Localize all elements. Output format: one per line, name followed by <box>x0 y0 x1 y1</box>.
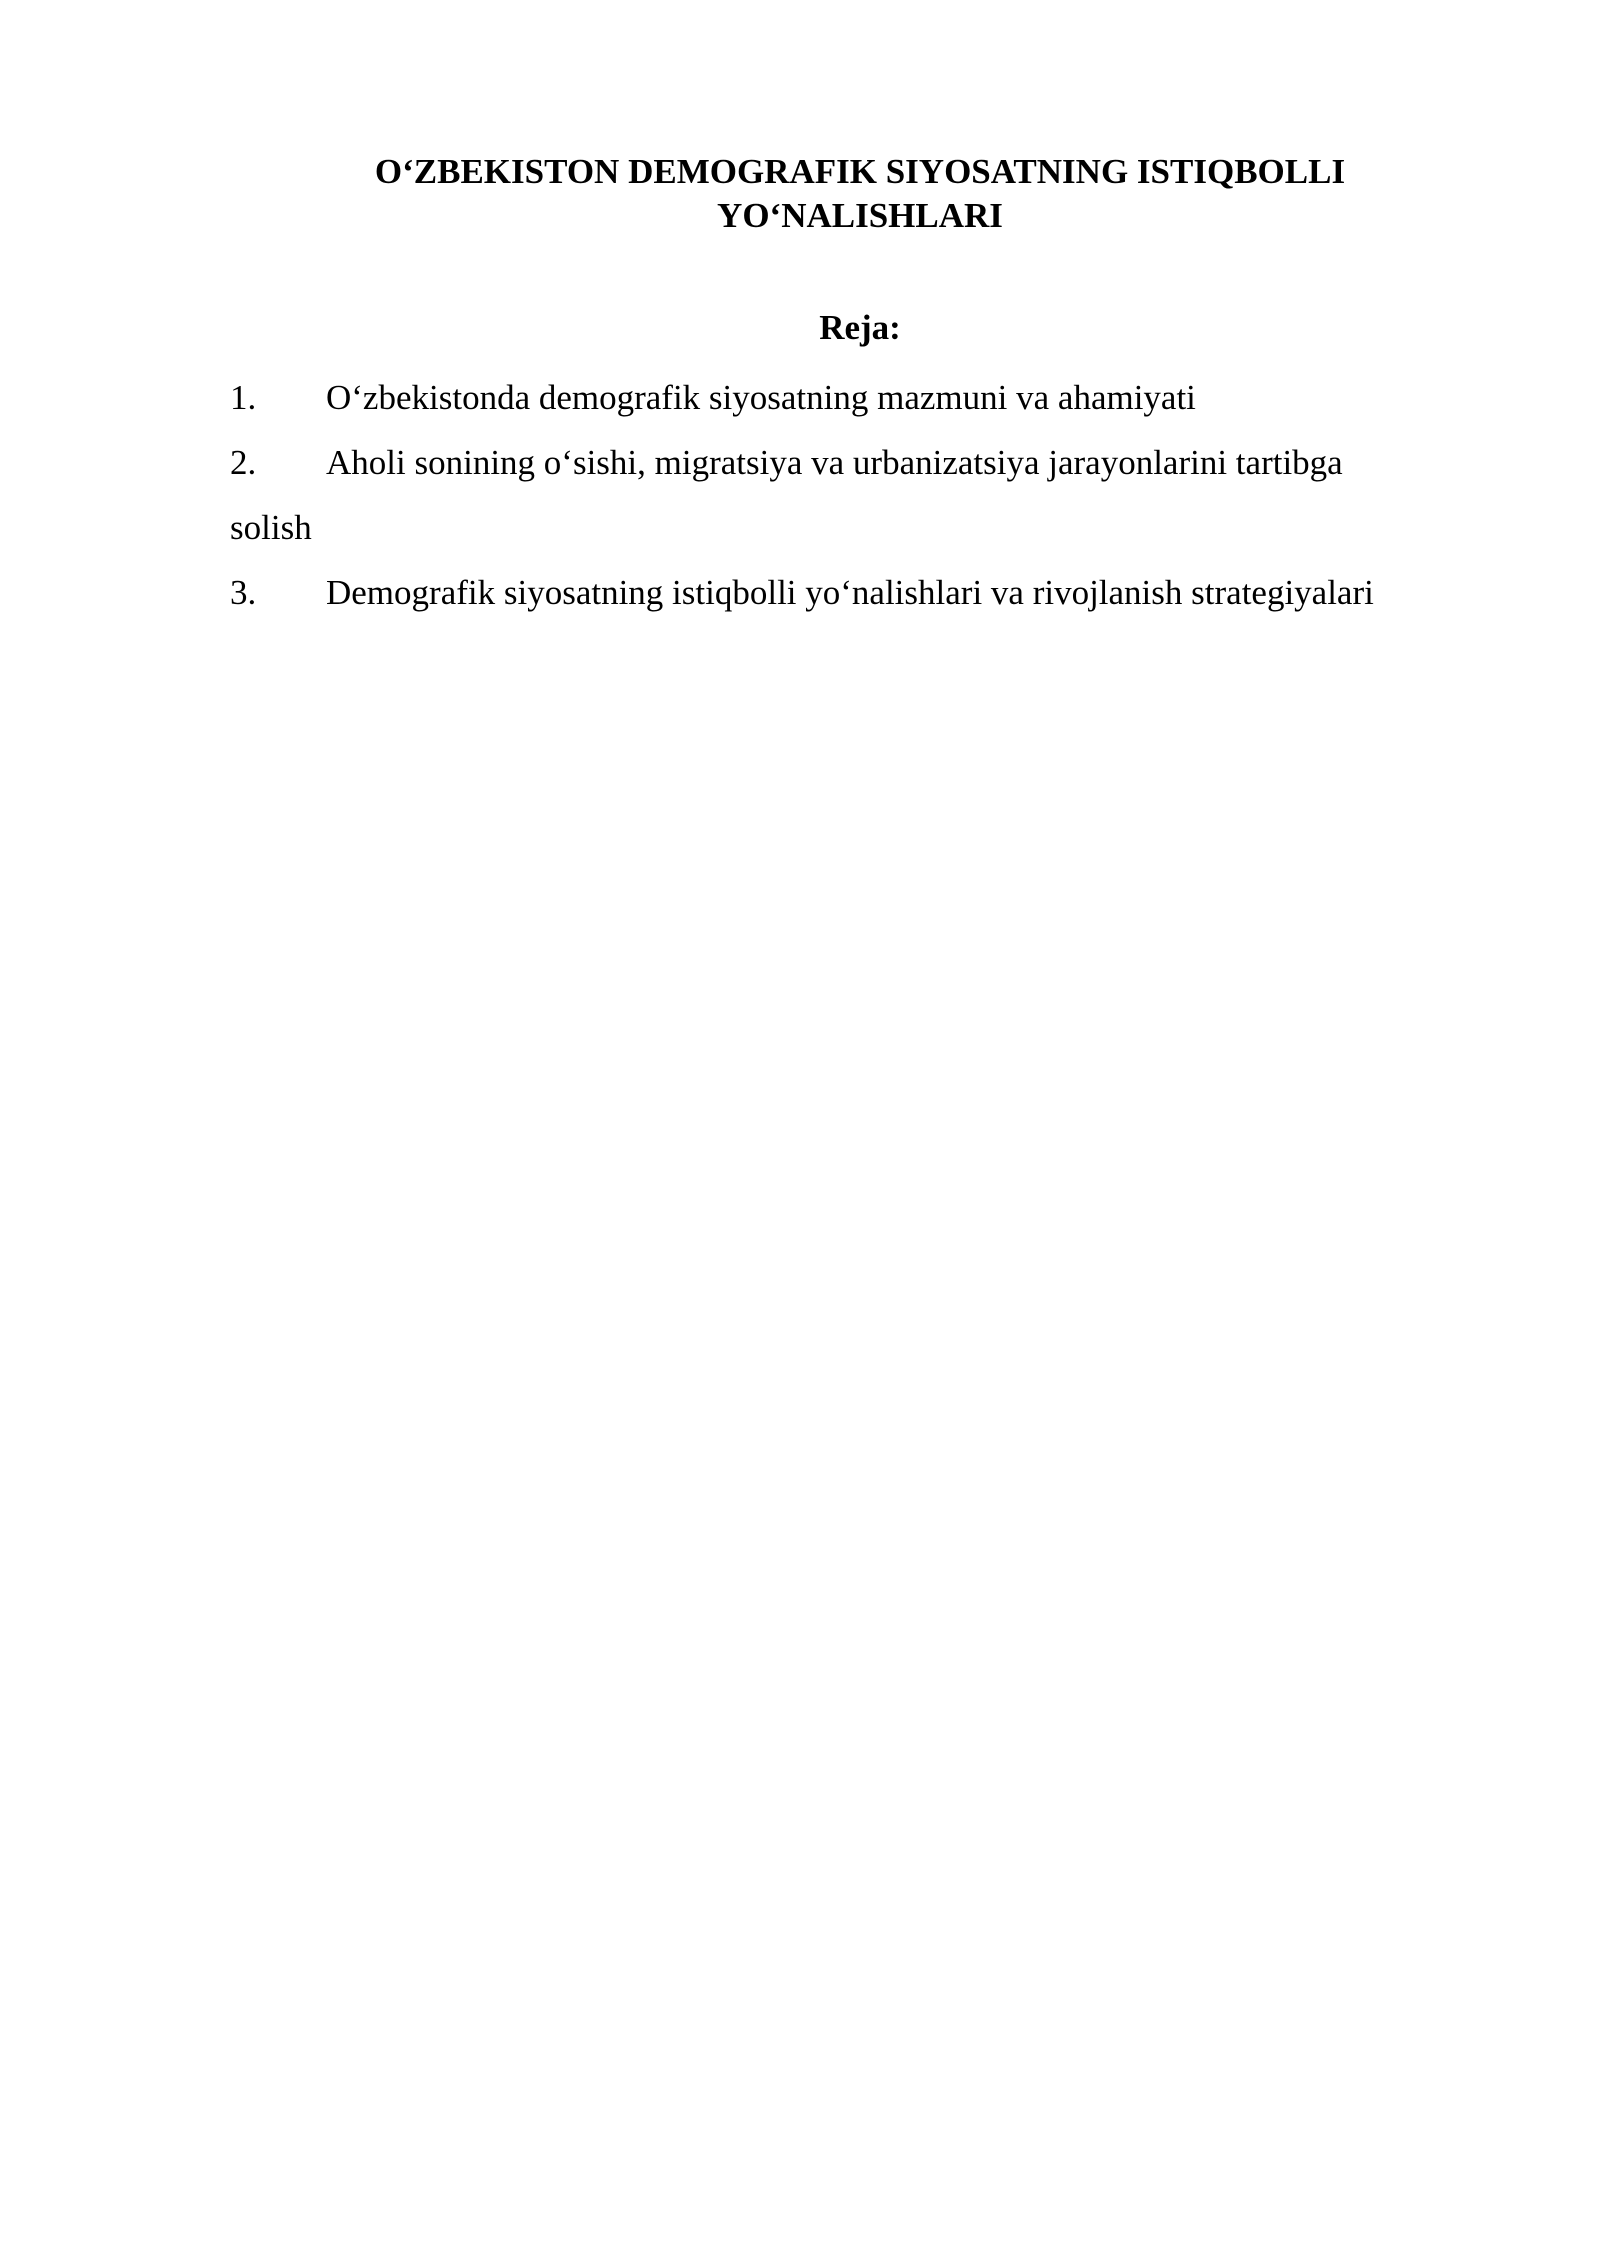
document-title <box>230 150 1490 238</box>
plan-item-text: O‘zbekistonda demografik siyosatning mazmuni va ahamiyati <box>326 378 1196 417</box>
document-title-line-1: O‘ZBEKISTON DEMOGRAFIK SIYOSATNING ISTIQBOLLI <box>374 152 1346 191</box>
plan-list <box>230 376 1480 636</box>
plan-item-text: Demografik siyosatning istiqbolli yo‘nalishlari va rivojlanish strategiyalari <box>326 573 1374 612</box>
plan-heading: Reja: <box>819 308 901 347</box>
plan-item-text: Aholi sonining o‘sishi, migratsiya va urbanizatsiya jarayonlarini tartibga <box>326 443 1343 482</box>
plan-item-3 <box>230 571 1480 615</box>
plan-item-number: 2. <box>230 443 257 482</box>
plan-item-2 <box>230 441 1480 550</box>
plan-item-line <box>230 376 1480 420</box>
plan-item-1 <box>230 376 1480 420</box>
plan-item-line <box>230 571 1480 615</box>
plan-item-line <box>230 441 1480 485</box>
plan-item-continuation: solish <box>230 508 312 547</box>
plan-item-number: 1. <box>230 378 257 417</box>
plan-item-number: 3. <box>230 573 257 612</box>
document-title-line-2: YO‘NALISHLARI <box>717 196 1003 235</box>
